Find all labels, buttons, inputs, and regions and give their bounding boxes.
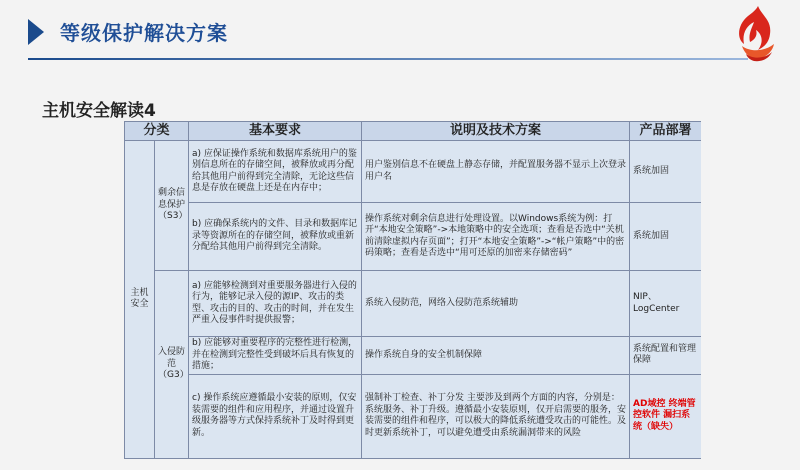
table-row: [125, 374, 702, 458]
product-cell-missing: AD域控 终端管控软件 漏扫系统（缺失）: [630, 374, 701, 458]
requirement-cell: b) 应能够对重要程序的完整性进行检测，并在检测到完整性受到破坏后具有恢复的措施；: [189, 337, 362, 375]
header-category: 分类: [125, 122, 189, 141]
table-header-row: [125, 122, 702, 141]
requirement-cell: b) 应确保系统内的文件、目录和数据库记录等资源所在的存储空间，被释放或重新分配给其他用户前得到完全清除。: [189, 203, 362, 271]
group-cell-residual-info: 剩余信息保护（S3）: [155, 141, 189, 271]
table-row: [125, 141, 702, 203]
product-cell: 系统加固: [630, 203, 701, 271]
table-row: [125, 337, 702, 375]
title-underline: [28, 58, 748, 60]
requirement-cell: a) 应保证操作系统和数据库系统用户的鉴别信息所在的存储空间，被释放或再分配给其他用户前得到完全清除，无论这些信息是存放在硬盘上还是在内存中；: [189, 141, 362, 203]
title-bar: [0, 10, 800, 58]
product-cell: 系统加固: [630, 141, 701, 203]
product-cell: NIP、LogCenter: [630, 271, 701, 337]
triangle-arrow-icon: [28, 19, 44, 45]
page-title: 等级保护解决方案: [60, 21, 228, 45]
header-solution: 说明及技术方案: [362, 122, 630, 141]
header-product: 产品部署: [630, 122, 701, 141]
table-row: [125, 203, 702, 271]
requirement-cell: c) 操作系统应遵循最小安装的原则，仅安装需要的组件和应用程序，并通过设置升级服务器等方式保持系统补丁及时得到更新。: [189, 374, 362, 458]
solution-cell: 用户鉴别信息不在硬盘上静态存储，并配置服务器不显示上次登录用户名: [362, 141, 630, 203]
solution-cell: 强制补丁检查、补丁分发 主要涉及到两个方面的内容，分别是：系统服务、补丁升级。遵循最小安装原则，仅开启需要的服务，安装需要的组件和程序，可以极大的降低系统遭受攻击的可能性。及时更新系统补丁，可以避免遭受由系统漏洞带来的风险: [362, 374, 630, 458]
solution-cell: 系统入侵防范，网络入侵防范系统辅助: [362, 271, 630, 337]
category-cell: 主机安全: [125, 141, 155, 459]
table-row: [125, 271, 702, 337]
flame-logo-icon: [732, 4, 782, 62]
header-requirement: 基本要求: [189, 122, 362, 141]
solution-cell: 操作系统对剩余信息进行处理设置。以Windows系统为例：打开“本地安全策略”->本地策略中的安全选项；查看是否选中“关机前清除虚拟内存页面”；打开“本地安全策略”->“帐户策略”中的密码策略；查看是否选中“用可还原的加密来存储密码”: [362, 203, 630, 271]
product-cell: 系统配置和管理保障: [630, 337, 701, 375]
section-subtitle: 主机安全解读4: [42, 101, 156, 121]
solution-cell: 操作系统自身的安全机制保障: [362, 337, 630, 375]
group-cell-intrusion-prevention: 入侵防范（G3）: [155, 271, 189, 459]
requirement-cell: a) 应能够检测到对重要服务器进行入侵的行为，能够记录入侵的源IP、攻击的类型、攻击的目的、攻击的时间，并在发生严重入侵事件时提供报警；: [189, 271, 362, 337]
requirements-table: [124, 121, 701, 470]
